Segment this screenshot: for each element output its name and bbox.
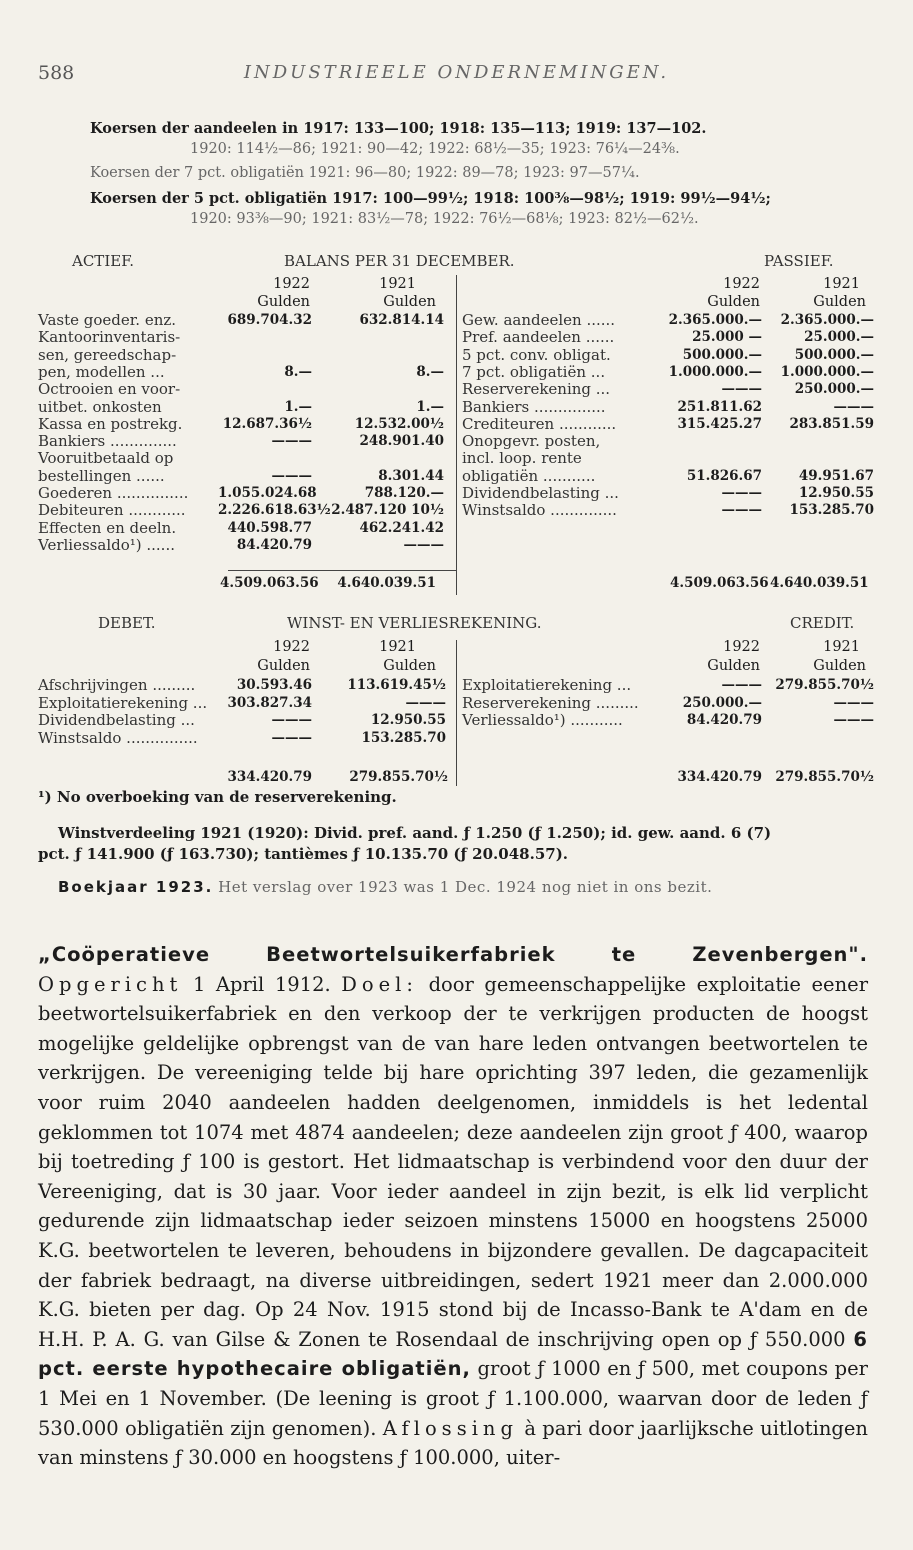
winst-title-left: DEBET.: [98, 614, 156, 632]
debet-label: Exploitatierekening ...: [38, 693, 208, 712]
running-title: INDUSTRIEELE ONDERNEMINGEN.: [243, 62, 670, 83]
col-year-1922-right: 1922: [723, 276, 760, 292]
actief-value-1921: 1.—: [416, 398, 444, 415]
passief-label: Onopgevr. posten,: [462, 432, 601, 451]
actief-value-1921: 2.487.120 10½: [331, 502, 444, 519]
actief-label: bestellingen ......: [38, 466, 165, 485]
passief-value-1921: 250.000.—: [794, 381, 874, 398]
passief-value-1922: 2.365.000.—: [668, 312, 762, 328]
credit-label: Exploitatierekening ...: [462, 676, 632, 694]
debet-value-1922: ———: [271, 712, 312, 728]
debet-value-1922: 303.827.34: [227, 694, 312, 711]
passief-value-1921: 283.851.59: [789, 415, 874, 432]
actief-label: Kantoorinventaris-: [38, 328, 181, 347]
passief-label: Pref. aandeelen ......: [462, 328, 615, 347]
article-body-3: à pari door jaarlijksche uitlotingen van minstens ƒ 30.000 en hoogstens ƒ 100.000, uiter-: [38, 1416, 868, 1470]
actief-value-1922: 1.—: [284, 398, 312, 415]
passief-label: obligatiën ...........: [462, 466, 596, 485]
passief-value-1921: 1.000.000.—: [780, 363, 874, 380]
actief-value-1921: 632.814.14: [359, 312, 444, 328]
w-col-unit-4: Gulden: [813, 658, 866, 674]
actief-value-1921: ———: [403, 536, 444, 553]
credit-value-1922: 84.420.79: [686, 712, 762, 728]
opgericht-text: 1 April 1912.: [192, 972, 331, 996]
passief-value-1921: 25.000.—: [804, 329, 874, 346]
w-col-unit-2: Gulden: [383, 658, 436, 674]
credit-value-1921: ———: [833, 694, 874, 711]
balance-title-left: ACTIEF.: [72, 252, 135, 270]
passief-value-1922: 25.000 —: [692, 329, 762, 346]
winst-title-right: CREDIT.: [790, 614, 855, 632]
article-body-1: door gemeenschappelijke exploitatie eener beetwortelsuikerfabriek en den verkoop der te verkrijgen producten de hoogst mogelijke geldelijke opbrengst van de van hare leden ontvangen beetwortelen te verkrijgen. De vereeniging telde bij hare oprichting 397 leden, die gezamenlijk voor ruim 2040 aandeelen hadden deelgenomen, inmiddels is het ledental geklommen tot 1074 met 4874 aandeelen; deze aandeelen zijn groot ƒ 400, waarop bij toetreding ƒ 100 is gestort. Het lidmaatschap is verbindend voor den duur der Vereeniging, dat is 30 jaar. Voor ieder aandeel in zijn bezit, is elk lid verplicht gedurende zijn lidmaatschap ieder seizoen minstens 15000 en hoogstens 25000 K.G. beetwortelen te leveren, behoudens in bijzondere gevallen. De dagcapaciteit der fabriek bedraagt, na diverse uitbreidingen, sedert 1921 meer dan 2.000.000 K.G. bieten per dag. Op 24 Nov. 1915 stond bij de Incasso-Bank te A'dam en de H.H. P. A. G. van Gilse & Zonen te Rosendaal de inschrijving open op ƒ 550.000: [38, 972, 869, 1351]
doel-label: Doel:: [341, 972, 418, 996]
passief-value-1921: 2.365.000.—: [780, 312, 874, 328]
quote-line-4: Koersen der 5 pct. obligatiën 1917: 100—99½; 1918: 100⅜—98½; 1919: 99½—94½;: [90, 190, 771, 207]
debet-value-1921: 113.619.45½: [347, 677, 446, 693]
actief-label: Kassa en postrekg.: [38, 414, 183, 433]
passief-label: Bankiers ...............: [462, 397, 606, 416]
actief-value-1922: 84.420.79: [236, 536, 312, 553]
actief-label: pen, modellen ...: [38, 362, 165, 381]
debet-label: Dividendbelasting ...: [38, 711, 195, 729]
col-unit-4: Gulden: [813, 294, 866, 310]
balance-title-center: BALANS PER 31 DECEMBER.: [284, 252, 515, 270]
credit-value-1922: 250.000.—: [682, 694, 762, 711]
article-body-2: groot ƒ 1000 en ƒ 500, met coupons per 1 Mei en 1 November. (De leening is groot ƒ 1.100.000, waarvan door de leden ƒ 530.000 obligatiën zijn genomen).: [38, 1357, 868, 1440]
article-body: [38, 940, 868, 1473]
passief-value-1922: 51.826.67: [686, 467, 762, 484]
passief-label: Crediteuren ............: [462, 414, 617, 433]
passief-value-1922: ———: [721, 485, 762, 501]
w-col-year-1922: 1922: [273, 639, 310, 655]
actief-label: uitbet. onkosten: [38, 397, 162, 416]
winst-divider: [456, 640, 457, 786]
quote-line-1: Koersen der aandeelen in 1917: 133—100; 1918: 135—113; 1919: 137—102.: [90, 120, 707, 137]
passief-label: 5 pct. conv. obligat.: [462, 345, 611, 364]
w-col-unit-3: Gulden: [707, 658, 760, 674]
passief-label: 7 pct. obligatiën ...: [462, 362, 606, 381]
debet-value-1922: 30.593.46: [236, 677, 312, 693]
footnote: ¹) No overboeking van de reserverekening.: [38, 788, 397, 806]
actief-label: Debiteuren ............: [38, 501, 186, 520]
debet-value-1922: ———: [271, 729, 312, 746]
w-col-year-1921: 1921: [379, 639, 416, 655]
balance-divider: [456, 275, 457, 595]
credit-value-1922: ———: [721, 677, 762, 693]
balance-title-right: PASSIEF.: [764, 252, 834, 270]
page-number: 588: [38, 62, 75, 84]
actief-value-1921: 248.901.40: [359, 433, 444, 450]
winstverdeeling-line-1: Winstverdeeling 1921 (1920): Divid. pref. aand. ƒ 1.250 (ƒ 1.250); id. gew. aand. 6 (7): [58, 824, 772, 842]
boekjaar-line: [58, 878, 712, 896]
actief-total-rule: [228, 570, 456, 571]
actief-value-1922: 689.704.32: [227, 312, 312, 328]
actief-label: Vooruitbetaald op: [38, 449, 174, 468]
actief-total-1921: 4.640.039.51: [337, 575, 436, 591]
passief-value-1921: ———: [833, 398, 874, 415]
passief-value-1922: 315.425.27: [677, 415, 762, 432]
debet-value-1921: 12.950.55: [370, 712, 446, 728]
actief-label: Bankiers ..............: [38, 432, 177, 451]
passief-value-1922: 251.811.62: [677, 398, 762, 415]
passief-label: Winstsaldo ..............: [462, 501, 617, 520]
passief-label: Gew. aandeelen ......: [462, 311, 616, 329]
credit-label: Verliessaldo¹) ...........: [462, 711, 623, 729]
debet-label: Winstsaldo ...............: [38, 728, 198, 747]
actief-value-1922: 440.598.77: [227, 519, 312, 536]
passief-value-1922: ———: [721, 381, 762, 398]
credit-total-1922: 334.420.79: [677, 769, 762, 785]
passief-value-1921: 153.285.70: [789, 502, 874, 519]
credit-value-1921: ———: [833, 712, 874, 728]
passief-value-1921: 500.000.—: [794, 346, 874, 363]
actief-value-1922: 1.055.024.68: [218, 485, 317, 501]
quote-line-3: Koersen der 7 pct. obligatiën 1921: 96—80; 1922: 89—78; 1923: 97—57¼.: [90, 165, 640, 181]
col-unit-2: Gulden: [383, 294, 436, 310]
aflossing-label: Aflossing: [382, 1416, 518, 1440]
article-title: „Coöperatieve Beetwortelsuikerfabriek te Zevenbergen".: [38, 943, 868, 966]
passief-label: Reserverekening ...: [462, 380, 611, 399]
credit-label: Reserverekening .........: [462, 693, 639, 712]
actief-label: Vaste goeder. enz.: [38, 311, 177, 329]
credit-value-1921: 279.855.70½: [775, 677, 874, 693]
passief-value-1922: 500.000.—: [682, 346, 762, 363]
credit-total-1921: 279.855.70½: [775, 769, 874, 785]
col-unit-1: Gulden: [257, 294, 310, 310]
actief-value-1922: ———: [271, 467, 312, 484]
actief-label: Effecten en deeln.: [38, 518, 177, 537]
actief-label: Goederen ...............: [38, 484, 189, 502]
passief-value-1922: 1.000.000.—: [668, 363, 762, 380]
col-unit-3: Gulden: [707, 294, 760, 310]
bond-label: 6 pct. eerste hypothecaire obligatiën,: [38, 1327, 868, 1381]
passief-value-1921: 49.951.67: [798, 467, 874, 484]
actief-value-1922: 2.226.618.63½: [218, 502, 331, 519]
debet-value-1921: 153.285.70: [361, 729, 446, 746]
passief-label: Dividendbelasting ...: [462, 484, 619, 502]
actief-label: Octrooien en voor-: [38, 380, 181, 399]
actief-value-1921: 12.532.00½: [354, 415, 444, 432]
winstverdeeling-line-2: pct. ƒ 141.900 (ƒ 163.730); tantièmes ƒ 10.135.70 (ƒ 20.048.57).: [38, 845, 569, 863]
actief-label: Verliessaldo¹) ......: [38, 535, 175, 554]
actief-value-1922: ———: [271, 433, 312, 450]
actief-value-1921: 462.241.42: [359, 519, 444, 536]
passief-label: incl. loop. rente: [462, 449, 582, 468]
boekjaar-text: Het verslag over 1923 was 1 Dec. 1924 nog niet in ons bezit.: [218, 878, 713, 896]
quote-line-2: 1920: 114½—86; 1921: 90—42; 1922: 68½—35; 1923: 76¼—24⅜.: [190, 141, 680, 157]
w-col-unit-1: Gulden: [257, 658, 310, 674]
passief-value-1922: ———: [721, 502, 762, 519]
col-year-1922: 1922: [273, 276, 310, 292]
actief-label: sen, gereedschap-: [38, 345, 177, 364]
passief-value-1921: 12.950.55: [798, 485, 874, 501]
debet-value-1921: ———: [405, 694, 446, 711]
w-col-year-1921-right: 1921: [823, 639, 860, 655]
passief-total-1921: 4.640.039.51: [770, 575, 869, 591]
debet-total-1922: 334.420.79: [227, 769, 312, 785]
actief-total-1922: 4.509.063.56: [220, 575, 319, 591]
actief-value-1921: 788.120.—: [364, 485, 444, 501]
actief-value-1921: 8.301.44: [378, 467, 444, 484]
page-header: [38, 62, 875, 92]
col-year-1921-right: 1921: [823, 276, 860, 292]
actief-value-1921: 8.—: [416, 363, 444, 380]
passief-total-1922: 4.509.063.56: [670, 575, 769, 591]
actief-value-1922: 8.—: [284, 363, 312, 380]
debet-total-1921: 279.855.70½: [349, 769, 448, 785]
quote-line-5: 1920: 93⅜—90; 1921: 83½—78; 1922: 76½—68⅛; 1923: 82½—62½.: [190, 211, 699, 227]
opgericht-label: Opgericht: [38, 972, 183, 996]
winst-title-center: WINST- EN VERLIESREKENING.: [287, 614, 542, 632]
w-col-year-1922-right: 1922: [723, 639, 760, 655]
boekjaar-label: Boekjaar 1923.: [58, 878, 214, 896]
debet-label: Afschrijvingen .........: [38, 676, 196, 694]
col-year-1921: 1921: [379, 276, 416, 292]
actief-value-1922: 12.687.36½: [222, 415, 312, 432]
